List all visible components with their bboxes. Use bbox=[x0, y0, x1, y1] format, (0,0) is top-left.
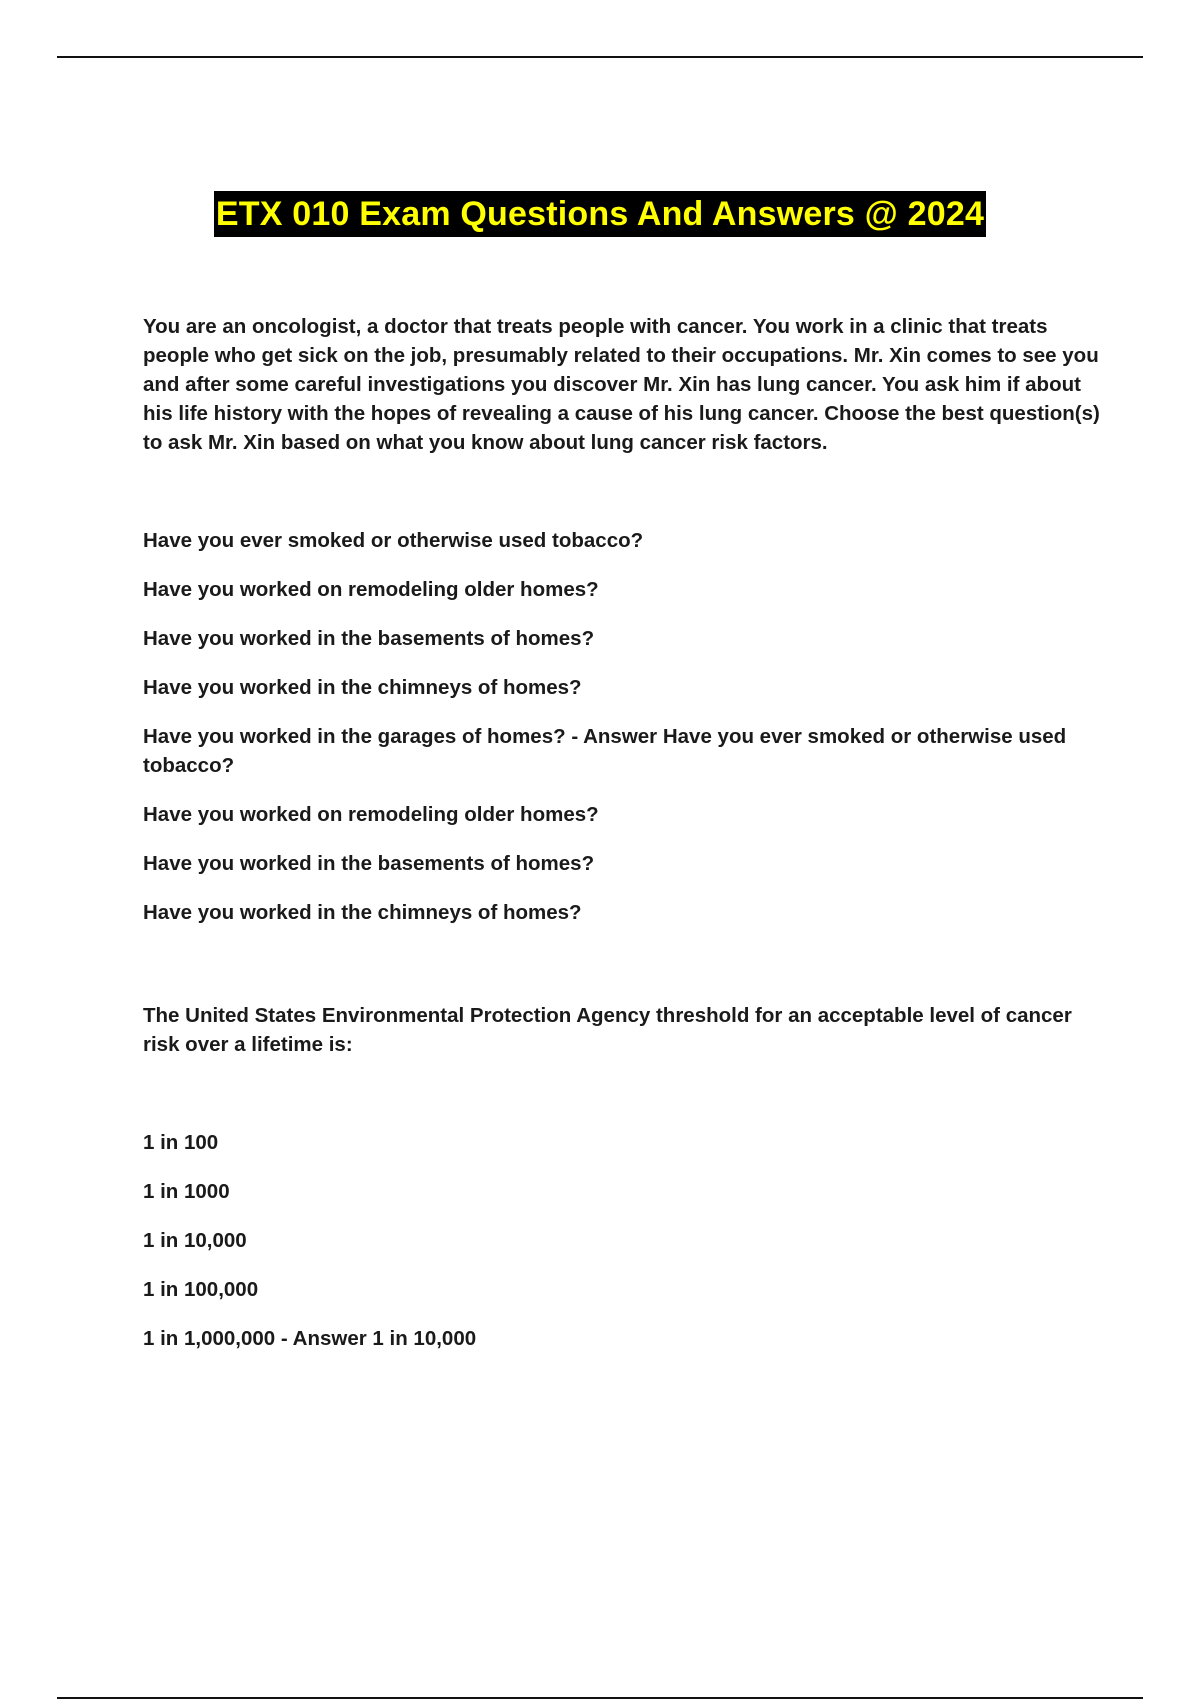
question-prompt: You are an oncologist, a doctor that treats people with cancer. You work in a clinic that treats people who get sick on the job, presumably related to their occupations. Mr. Xin comes to see you and after some careful investigations you discover Mr. Xin has lung cancer. You ask him if about his life history with the hopes of revealing a cause of his lung cancer. Choose the best question(s) to ask Mr. Xin based on what you know about lung cancer risk factors. bbox=[143, 315, 1100, 454]
option-line: Have you worked in the chimneys of homes? bbox=[143, 901, 582, 924]
option-line: 1 in 10,000 bbox=[143, 1229, 247, 1252]
bottom-rule bbox=[57, 1697, 1143, 1699]
question-prompt: The United States Environmental Protection Agency threshold for an acceptable level of cancer risk over a lifetime is: bbox=[143, 1004, 1072, 1056]
option-line: Have you worked in the basements of homes? bbox=[143, 852, 595, 875]
option-line-with-answer: Have you worked in the garages of homes? - Answer Have you ever smoked or otherwise used tobacco? bbox=[143, 725, 1067, 777]
option-line-with-answer: 1 in 1,000,000 - Answer 1 in 10,000 bbox=[143, 1327, 477, 1350]
option-line: Have you worked in the chimneys of homes? bbox=[143, 676, 582, 699]
option-line: 1 in 1000 bbox=[143, 1180, 230, 1203]
option-line: Have you worked on remodeling older homes? bbox=[143, 578, 599, 601]
option-list bbox=[143, 1128, 1103, 1353]
option-line: 1 in 100,000 bbox=[143, 1278, 259, 1301]
option-line: Have you worked in the basements of homes? bbox=[143, 627, 595, 650]
title-container bbox=[0, 191, 1200, 237]
question-block-1 bbox=[143, 312, 1103, 927]
option-list bbox=[143, 526, 1103, 927]
option-line: Have you ever smoked or otherwise used tobacco? bbox=[143, 529, 644, 552]
document-body bbox=[143, 312, 1103, 1373]
top-rule bbox=[57, 56, 1143, 58]
question-block-2 bbox=[143, 1001, 1103, 1353]
document-title: ETX 010 Exam Questions And Answers @ 2024 bbox=[214, 191, 986, 237]
option-line: 1 in 100 bbox=[143, 1131, 219, 1154]
option-line: Have you worked on remodeling older homes? bbox=[143, 803, 599, 826]
